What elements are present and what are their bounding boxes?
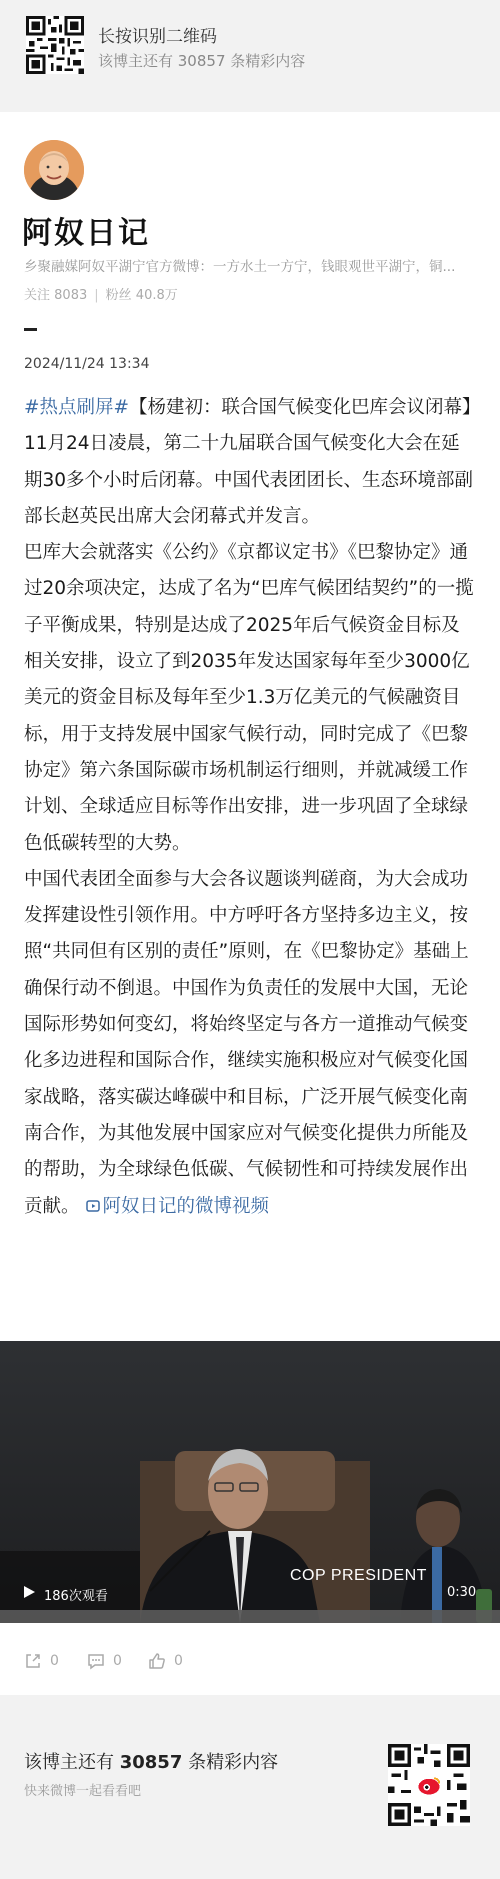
video-progress-bar[interactable]: [0, 1610, 500, 1623]
share-count: 0: [50, 1653, 59, 1669]
video-player[interactable]: [0, 1341, 500, 1623]
post-actions: [0, 1630, 500, 1690]
bottom-title-suffix: 条精彩内容: [182, 1752, 279, 1773]
paragraph-2: 巴库大会就落实《公约》《京都议定书》《巴黎协定》通过20余项决定，达成了名为“巴库气候团结契约”的一揽子平衡成果，特别是达成了2025年后气候资金目标及相关安排，设立了到2035年发达国家每年至少3000亿美元的资金目标及每年至少1.3万亿美元的气候融资目标，用于支持发展中国家气候行动，同时完成了《巴黎协定》第六条国际碳市场机制运行细则，并就减缓工作计划、全球适应目标等作出安排，进一步巩固了全球绿色低碳转型的大势。: [24, 542, 474, 854]
play-icon[interactable]: [22, 1585, 36, 1599]
view-count: 186次观看: [44, 1589, 108, 1604]
follow-count: 8083: [54, 288, 88, 303]
video-caption: COP PRESIDENT: [290, 1567, 427, 1584]
paragraph-1: 【杨建初：联合国气候变化巴库会议闭幕】11月24日凌晨，第二十九届联合国气候变化大会在延期30多个小时后闭幕。中国代表团团长、生态环境部副部长赵英民出席大会闭幕式并发言。: [24, 397, 474, 527]
account-name[interactable]: 阿奴日记: [22, 216, 150, 251]
scan-qr-subtitle: 该博主还有 30857 条精彩内容: [98, 52, 306, 70]
video-link-icon: [86, 1199, 100, 1213]
thumbs-up-icon: [148, 1652, 166, 1670]
fans-count: 40.8万: [135, 288, 178, 303]
comment-icon: [87, 1652, 105, 1670]
post-date: 2024/11/24 13:34: [24, 356, 150, 372]
comment-count: 0: [113, 1653, 122, 1669]
bottom-title: [24, 1748, 278, 1774]
qr-code-icon[interactable]: [26, 16, 84, 74]
scan-qr-title: 长按识别二维码: [98, 27, 217, 47]
comment-button[interactable]: [87, 1652, 122, 1670]
bottom-title-count: 30857: [119, 1752, 183, 1773]
video-duration: 0:30: [447, 1585, 477, 1600]
post-body: [24, 390, 476, 1225]
divider: [24, 328, 37, 331]
fans-label: 粉丝: [105, 288, 132, 303]
follow-label: 关注: [24, 288, 51, 303]
like-button[interactable]: [148, 1652, 183, 1670]
like-count: 0: [174, 1653, 183, 1669]
avatar[interactable]: [24, 140, 84, 200]
account-description: 乡聚融媒阿奴平湖宁官方微博：一方水土一方宁，钱眼观世平湖宁，铜...: [24, 259, 456, 275]
share-button[interactable]: [24, 1652, 59, 1670]
hashtag-link[interactable]: #热点刷屏#: [24, 397, 130, 418]
share-icon: [24, 1652, 42, 1670]
bottom-title-prefix: 该博主还有: [24, 1752, 120, 1773]
account-stats: 关注 8083 | 粉丝 40.8万: [24, 288, 178, 303]
paragraph-3: 中国代表团全面参与大会各议题谈判磋商，为大会成功发挥建设性引领作用。中方呼吁各方坚持多边主义，按照“共同但有区别的责任”原则，在《巴黎协定》基础上确保行动不倒退。中国作为负责任的发展中大国，无论国际形势如何变幻，将始终坚定与各方一道推动气候变化多边进程和国际合作，继续实施积极应对气候变化国家战略，落实碳达峰碳中和目标，广泛开展气候变化南南合作，为其他发展中国家应对气候变化提供力所能及的帮助，为全球绿色低碳、气候韧性和可持续发展作出贡献。: [24, 868, 469, 1217]
bottom-subtitle: 快来微博一起看看吧: [24, 1784, 142, 1799]
weibo-qr-code-icon[interactable]: [388, 1744, 470, 1826]
video-link[interactable]: 阿奴日记的微博视频: [102, 1195, 270, 1217]
